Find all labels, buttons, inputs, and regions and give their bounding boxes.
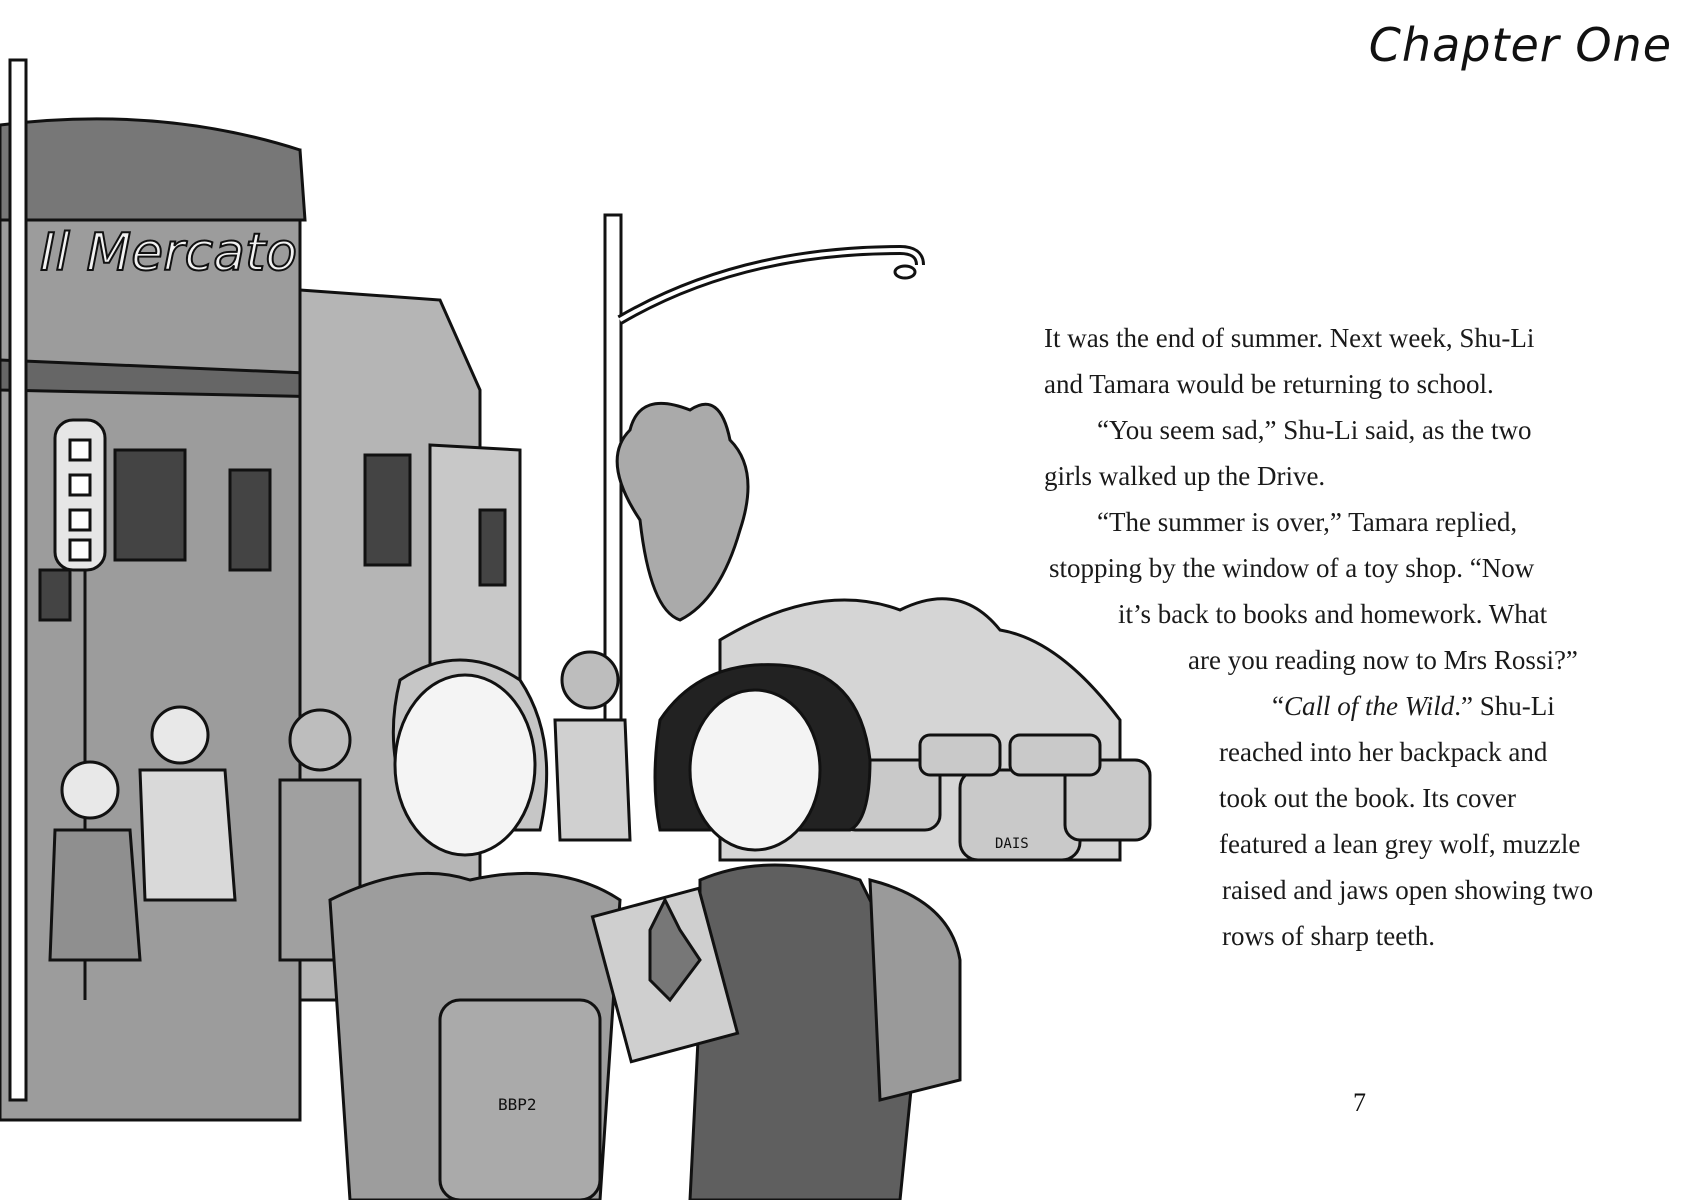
text-line: it’s back to books and homework. What [1118, 599, 1548, 629]
page-number: 7 [1353, 1088, 1366, 1117]
text-line: raised and jaws open showing two [1222, 875, 1594, 905]
text-line: It was the end of summer. Next week, Shu-Li [1044, 323, 1535, 353]
car-plate: DAIS [995, 836, 1029, 852]
text-line: girls walked up the Drive. [1044, 461, 1326, 491]
text-line [1272, 683, 1555, 729]
shop-sign: Il Mercato [40, 223, 298, 283]
bag-label: BBP2 [498, 1095, 537, 1114]
text-line: reached into her backpack and [1219, 737, 1548, 767]
text-line: are you reading now to Mrs Rossi?” [1188, 645, 1578, 675]
text-line: featured a lean grey wolf, muzzle [1219, 829, 1581, 859]
text-line: “The summer is over,” Tamara replied, [1097, 507, 1518, 537]
street-lamp-arm [620, 250, 920, 320]
text-line: and Tamara would be returning to school. [1044, 369, 1494, 399]
text-line: rows of sharp teeth. [1222, 921, 1435, 951]
text-line: “You seem sad,” Shu-Li said, as the two [1097, 415, 1532, 445]
text-fragment: “ [1272, 691, 1284, 721]
text-line: stopping by the window of a toy shop. “Now [1049, 553, 1535, 583]
chapter-title: Chapter One [1368, 18, 1672, 72]
text-line: took out the book. Its cover [1219, 783, 1516, 813]
text-fragment: .” Shu-Li [1454, 691, 1555, 721]
book-title: Call of the Wild [1283, 691, 1455, 721]
tree [617, 403, 748, 620]
